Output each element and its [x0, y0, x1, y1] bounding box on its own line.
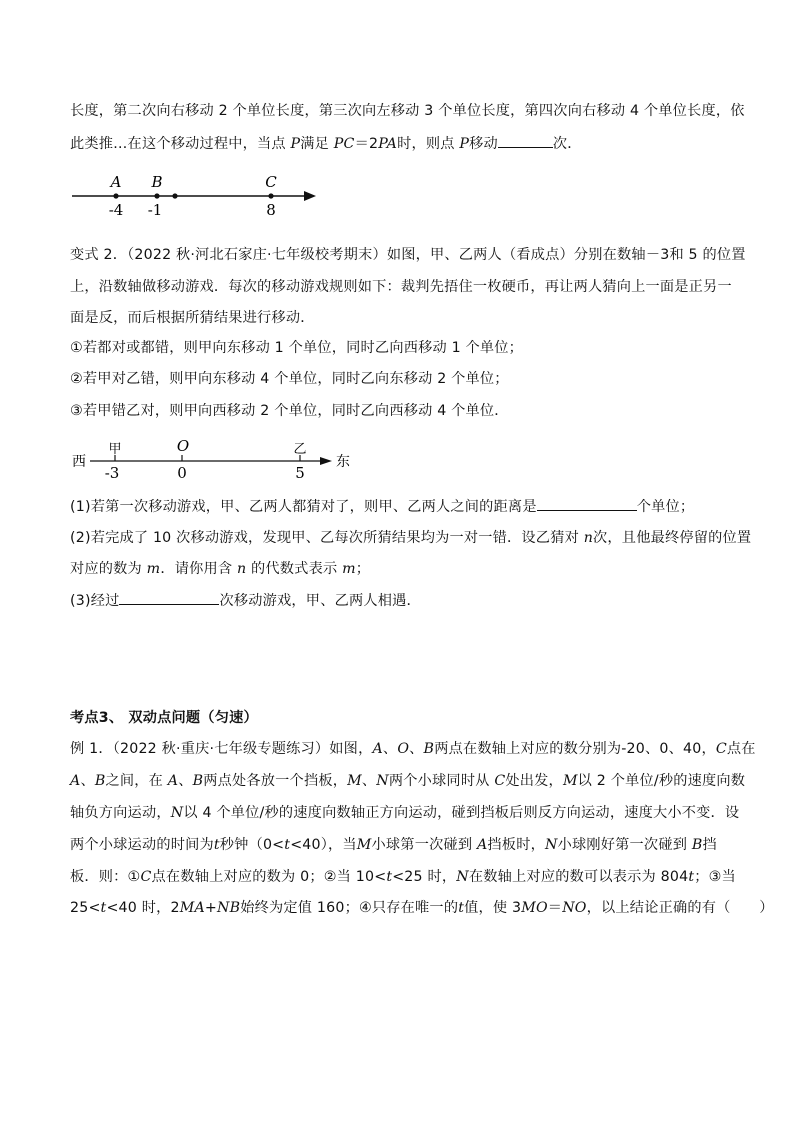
question-2-line1: (2)若完成了 10 次移动游戏，发现甲、乙每次所猜结果均为一对一错．设乙猜对 n次，且他最终停留的位置 — [70, 530, 752, 546]
v2-line1: 变式 2．（2022 秋·河北石家庄·七年级校考期末）如图，甲、乙两人（看成点）分别在数轴－3和 5 的位置 — [70, 247, 746, 263]
label-B: B — [151, 173, 163, 191]
tick-8: 8 — [266, 201, 276, 219]
answer-blank — [498, 133, 553, 148]
tick-minus4: -4 — [108, 201, 124, 219]
question-3: (3)经过 次移动游戏，甲、乙两人相遇． — [70, 590, 730, 611]
v2-line2: 上，沿数轴做移动游戏．每次的移动游戏规则如下：裁判先捂住一枚硬币，再让两人猜向上一面是正另一 — [70, 279, 732, 295]
label-yi: 乙 — [293, 442, 307, 457]
question-2-line2: 对应的数为 m．请你用含 n 的代数式表示 m； — [70, 561, 371, 577]
example-1-line4: 两个小球运动的时间为t秒钟（0<t<40），当M小球第一次碰到 A挡板时，N小球刚好第一次碰到 B挡 — [70, 837, 717, 853]
arrow-head-icon — [320, 457, 332, 465]
point-unlabeled — [172, 193, 177, 198]
example-1-line6: 25<t<40 时，2MA+NB始终为定值 160；④只存在唯一的t值，使 3MO＝NO，以上结论正确的有（ ） — [70, 900, 774, 916]
rule-1: ①若都对或都错，则甲向东移动 1 个单位，同时乙向西移动 1 个单位； — [70, 340, 524, 356]
p1-line1: 长度，第二次向右移动 2 个单位长度，第三次向左移动 3 个单位长度，第四次向右移动 4 个单位长度，依 — [70, 103, 745, 119]
rule-3: ③若甲错乙对，则甲向西移动 2 个单位，同时乙向西移动 4 个单位． — [70, 403, 509, 419]
tick-5: 5 — [295, 464, 305, 482]
label-east: 东 — [336, 454, 350, 470]
example-1-line5: 板．则：①C点在数轴上对应的数为 0；②当 10<t<25 时，N在数轴上对应的数可以表示为 804t；③当 — [70, 869, 736, 885]
question-1: (1)若第一次移动游戏，甲、乙两人都猜对了，则甲、乙两人之间的距离是 个单位； — [70, 496, 730, 517]
tick-minus1: -1 — [147, 201, 163, 219]
tick-minus3: -3 — [104, 464, 120, 482]
point-C — [268, 193, 273, 198]
example-1-line3: 轴负方向运动，N以 4 个单位/秒的速度向数轴正方向运动，碰到挡板后则反方向运动，速度大小不变．设 — [70, 805, 740, 821]
label-west: 西 — [72, 454, 86, 470]
label-A: A — [110, 173, 122, 191]
section-heading: 考点3、 双动点问题（匀速） — [70, 710, 258, 726]
arrow-head-icon — [304, 191, 316, 201]
example-1-line1: 例 1．（2022 秋·重庆·七年级专题练习）如图，A、O、B两点在数轴上对应的数分别为-20、0、40，C点在 — [70, 741, 756, 757]
label-C: C — [265, 173, 277, 191]
label-O: O — [176, 437, 190, 455]
point-B — [154, 193, 159, 198]
tick-0: 0 — [177, 464, 187, 482]
point-A — [113, 193, 118, 198]
answer-blank — [537, 496, 637, 511]
answer-blank — [119, 590, 219, 605]
p1-line2: 此类推…在这个移动过程中，当点 P满足 PC＝2PA时，则点 P移动 次． — [70, 133, 730, 154]
v2-line3: 面是反，而后根据所猜结果进行移动． — [70, 310, 315, 326]
number-line-figure-2 — [70, 436, 360, 484]
rule-2: ②若甲对乙错，则甲向东移动 4 个单位，同时乙向东移动 2 个单位； — [70, 371, 509, 387]
example-1-line2: A、B之间，在 A、B两点处各放一个挡板，M、N两个小球同时从 C处出发，M以 2 个单位/秒的速度向数 — [70, 773, 746, 789]
number-line-figure-1 — [68, 170, 328, 220]
label-jia: 甲 — [108, 442, 122, 457]
